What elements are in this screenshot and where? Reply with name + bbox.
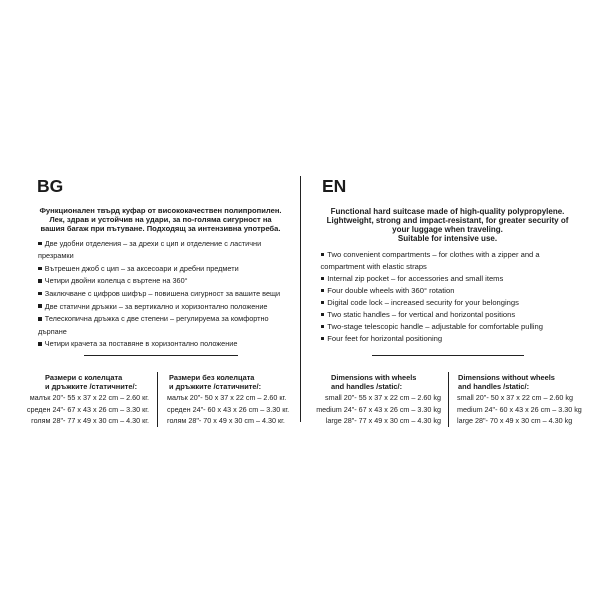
dimensions-without-title-en: [458, 373, 555, 391]
dimensions-title-line: and handles /static/:: [331, 381, 403, 391]
square-bullet-icon: [38, 342, 42, 346]
feature-list-en: [321, 249, 544, 345]
dimension-row: small 20"- 55 x 37 x 22 cm – 2.60 kg: [324, 393, 441, 403]
section-rule-bg: [84, 355, 238, 356]
language-heading-en: EN: [322, 176, 347, 196]
dimension-row: среден 24"- 60 x 43 x 26 cm – 3.30 кг.: [167, 404, 290, 414]
feature-text: Четири крачета за поставяне в хоризонтално положение: [44, 339, 238, 349]
square-bullet-icon: [321, 337, 325, 341]
intro-bg: [21, 206, 300, 233]
dimensions-title-line: Размери без колелцата: [169, 372, 255, 382]
dimension-row: medium 24"- 67 x 43 x 26 cm – 3.30 kg: [316, 404, 441, 414]
dimension-row: голям 28"- 70 x 49 x 30 cm – 4.30 кг.: [167, 416, 285, 426]
square-bullet-icon: [321, 277, 325, 281]
feature-text: Две статични дръжки – за вертикално и хоризонтално положение: [44, 301, 268, 311]
feature-line: [321, 261, 544, 273]
feature-line: [38, 238, 280, 251]
feature-item: [38, 338, 280, 351]
dimensions-with-rows-en: [300, 392, 441, 427]
feature-line: [321, 333, 544, 345]
dimensions-title-line: и дръжките /статичните/:: [169, 381, 262, 391]
dimension-row: large 28"- 77 x 49 x 30 cm – 4.30 kg: [325, 416, 441, 426]
intro-line: Functional hard suitcase made of high-quality polypropylene.: [330, 206, 565, 216]
feature-item: [38, 301, 280, 314]
square-bullet-icon: [38, 279, 42, 283]
feature-line: [38, 288, 280, 301]
feature-text: Вътрешен джоб с цип – за аксесоари и дребни предмети: [44, 263, 239, 273]
dimension-row: малък 20"- 55 x 37 x 22 cm – 2.60 кг.: [29, 393, 149, 403]
square-bullet-icon: [321, 301, 325, 305]
feature-text: Четири двойни колелца с въртене на 360°: [44, 276, 188, 286]
square-bullet-icon: [321, 289, 325, 293]
feature-text: Two static handles – for vertical and horizontal positions: [327, 310, 516, 319]
dimensions-without-rows-bg: [167, 392, 289, 427]
dimension-row: малък 20"- 50 x 37 x 22 cm – 2.60 кг.: [167, 393, 287, 403]
feature-line: [321, 285, 544, 297]
square-bullet-icon: [38, 317, 42, 321]
feature-item: [321, 249, 544, 273]
dimensions-with-title-bg: [45, 373, 137, 391]
feature-line: [38, 275, 280, 288]
feature-item: [321, 309, 544, 321]
dimensions-title-line: и дръжките /статичните/:: [45, 381, 138, 391]
feature-text: презрамки: [38, 251, 74, 261]
square-bullet-icon: [38, 304, 42, 308]
feature-list-bg: [38, 238, 280, 351]
intro-en: [308, 207, 588, 243]
feature-text: compartment with elastic straps: [320, 262, 427, 271]
feature-line: [38, 263, 280, 276]
square-bullet-icon: [38, 292, 42, 296]
intro-line: Функционален твърд куфар от висококачествен полипропилен.: [39, 205, 282, 215]
feature-text: Digital code lock – increased security for your belongings: [327, 298, 519, 307]
feature-item: [321, 297, 544, 309]
dimensions-title-line: Размери с колелцата: [45, 372, 123, 382]
feature-line: [38, 313, 280, 326]
dimension-row: среден 24"- 67 x 43 x 26 cm – 3.30 кг.: [26, 404, 149, 414]
column-divider: [300, 176, 301, 422]
dimensions-title-line: Dimensions without wheels: [458, 372, 555, 382]
feature-item: [38, 275, 280, 288]
feature-line: [321, 273, 544, 285]
feature-item: [38, 263, 280, 276]
square-bullet-icon: [321, 313, 325, 317]
dimensions-title-line: Dimensions with wheels: [331, 372, 417, 382]
feature-line: [321, 309, 544, 321]
feature-line: [38, 301, 280, 314]
square-bullet-icon: [321, 253, 325, 257]
dimension-row: large 28"- 70 x 49 x 30 cm – 4.30 kg: [457, 416, 573, 426]
intro-line: Suitable for intensive use.: [397, 233, 498, 243]
feature-text: Four feet for horizontal positioning: [327, 334, 443, 343]
dimensions-with-title-en: [331, 373, 416, 391]
feature-text: Four double wheels with 360° rotation: [327, 286, 455, 295]
feature-line: [321, 249, 544, 261]
language-heading-bg: BG: [37, 176, 64, 196]
square-bullet-icon: [38, 242, 42, 246]
feature-text: Телескопична дръжка с две степени – регулируема за комфортно: [44, 314, 269, 324]
feature-item: [321, 273, 544, 285]
feature-text: Две удобни отделения – за дрехи с цип и отделение с ластични: [44, 238, 262, 248]
feature-line: [38, 250, 280, 263]
dimensions-with-rows-bg: [20, 392, 149, 427]
feature-item: [321, 333, 544, 345]
feature-text: Two-stage telescopic handle – adjustable for comfortable pulling: [327, 322, 544, 331]
intro-line: Лек, здрав и устойчив на удари, за по-голяма сигурност на: [49, 214, 272, 224]
square-bullet-icon: [38, 267, 42, 271]
dimension-row: small 20"- 50 x 37 x 22 cm – 2.60 kg: [457, 393, 574, 403]
feature-item: [38, 313, 280, 338]
feature-line: [321, 321, 544, 333]
feature-item: [321, 321, 544, 333]
feature-line: [38, 326, 280, 339]
feature-item: [321, 285, 544, 297]
square-bullet-icon: [321, 325, 325, 329]
feature-item: [38, 238, 280, 263]
dimensions-title-line: and handles /static/:: [458, 381, 530, 391]
intro-line: вашия багаж при пътуване. Подходящ за интензивна употреба.: [40, 223, 281, 233]
dimensions-without-rows-en: [457, 392, 582, 427]
intro-line: your luggage when traveling.: [392, 224, 503, 234]
feature-text: Заключване с цифров шифър – повишена сигурност за вашите вещи: [44, 289, 281, 299]
feature-item: [38, 288, 280, 301]
feature-line: [321, 297, 544, 309]
dimension-row: голям 28"- 77 x 49 x 30 cm – 4.30 кг.: [31, 416, 149, 426]
dimensions-without-title-bg: [169, 373, 261, 391]
feature-text: Two convenient compartments – for clothes with a zipper and a: [327, 250, 540, 259]
intro-line: Lightweight, strong and impact-resistant, for greater security of: [326, 215, 569, 225]
feature-text: Internal zip pocket – for accessories and small items: [327, 274, 504, 283]
dimensions-divider-bg: [157, 372, 158, 427]
feature-line: [38, 338, 280, 351]
dimension-row: medium 24"- 60 x 43 x 26 cm – 3.30 kg: [457, 404, 582, 414]
section-rule-en: [372, 355, 524, 356]
feature-text: дърпане: [38, 326, 67, 336]
dimensions-divider-en: [448, 372, 449, 427]
